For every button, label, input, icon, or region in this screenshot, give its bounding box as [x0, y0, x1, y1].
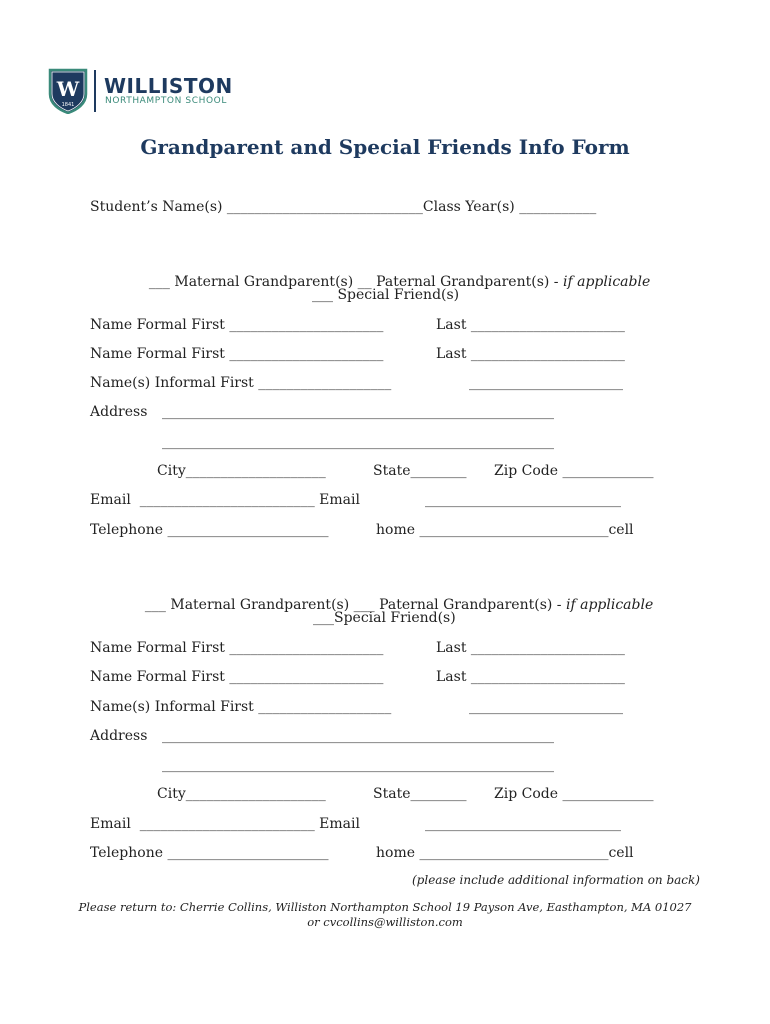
section1-state[interactable]: State________ [373, 463, 467, 479]
section2-name2-first[interactable]: Name Formal First ______________________ [90, 669, 384, 685]
section2-email-2[interactable]: ____________________________ [425, 816, 621, 832]
section2-informal-first[interactable]: Name(s) Informal First ___________________ [90, 699, 392, 715]
section1-address-line1[interactable]: ________________________________________________________ [162, 404, 554, 420]
section1-name1-first[interactable]: Name Formal First ______________________ [90, 317, 384, 333]
section2-telephone-home[interactable]: Telephone _______________________ [90, 845, 329, 861]
section1-name2-last[interactable]: Last ______________________ [436, 346, 625, 362]
section2-name2-last[interactable]: Last ______________________ [436, 669, 625, 685]
section1-special-friends[interactable]: ___ Special Friend(s) [312, 287, 460, 303]
section1-name2-first[interactable]: Name Formal First ______________________ [90, 346, 384, 362]
section2-relation-line[interactable] [136, 581, 653, 613]
section1-if-applicable: if applicable [562, 274, 651, 290]
logo-divider [94, 70, 96, 112]
section1-address-label: Address [90, 404, 148, 420]
section2-name1-first[interactable]: Name Formal First ______________________ [90, 640, 384, 656]
section2-city[interactable]: City____________________ [157, 786, 326, 802]
section1-informal-last[interactable]: ______________________ [469, 375, 623, 391]
section2-relation-text[interactable]: ___ Maternal Grandparent(s) ___ Paternal Grandparent(s) - [144, 597, 566, 613]
form-title: Grandparent and Special Friends Info Form [140, 135, 630, 159]
section2-address-line2[interactable]: ________________________________________________________ [162, 757, 554, 773]
logo-school-subname: NORTHAMPTON SCHOOL [105, 96, 227, 106]
section2-email-1[interactable]: Email _________________________ Email [90, 816, 360, 832]
logo-letter: W [56, 77, 80, 101]
section1-telephone-home[interactable]: Telephone _______________________ [90, 522, 329, 538]
section2-informal-last[interactable]: ______________________ [469, 699, 623, 715]
return-email: or cvcollins@williston.com [307, 915, 463, 929]
back-note: (please include additional information on back) [412, 873, 700, 887]
section1-telephone-cell[interactable]: home ___________________________cell [376, 522, 634, 538]
section1-name1-last[interactable]: Last ______________________ [436, 317, 625, 333]
section2-zip[interactable]: Zip Code _____________ [494, 786, 654, 802]
section1-zip[interactable]: Zip Code _____________ [494, 463, 654, 479]
section2-telephone-cell[interactable]: home ___________________________cell [376, 845, 634, 861]
return-address: Please return to: Cherrie Collins, Williston Northampton School 19 Payson Ave, Easthampton, MA 01027 [78, 900, 692, 914]
section2-state[interactable]: State________ [373, 786, 467, 802]
section2-address-label: Address [90, 728, 148, 744]
logo-school-name: WILLISTON [104, 74, 233, 98]
section1-relation-text[interactable]: ___ Maternal Grandparent(s) __ Paternal Grandparent(s) - [148, 274, 563, 290]
section1-informal-first[interactable]: Name(s) Informal First ___________________ [90, 375, 392, 391]
section2-address-line1[interactable]: ________________________________________________________ [162, 728, 554, 744]
student-name-class-year-line[interactable]: Student’s Name(s) ____________________________Class Year(s) ___________ [90, 199, 597, 215]
school-crest-logo [48, 68, 88, 114]
section2-name1-last[interactable]: Last ______________________ [436, 640, 625, 656]
section2-if-applicable: if applicable [565, 597, 654, 613]
section2-special-friends[interactable]: ___Special Friend(s) [313, 610, 456, 626]
section1-city[interactable]: City____________________ [157, 463, 326, 479]
section1-address-line2[interactable]: ________________________________________________________ [162, 434, 554, 450]
section1-email-2[interactable]: ____________________________ [425, 492, 621, 508]
logo-year: 1841 [61, 102, 75, 108]
section1-email-1[interactable]: Email _________________________ Email [90, 492, 360, 508]
section1-relation-line[interactable] [140, 258, 650, 290]
